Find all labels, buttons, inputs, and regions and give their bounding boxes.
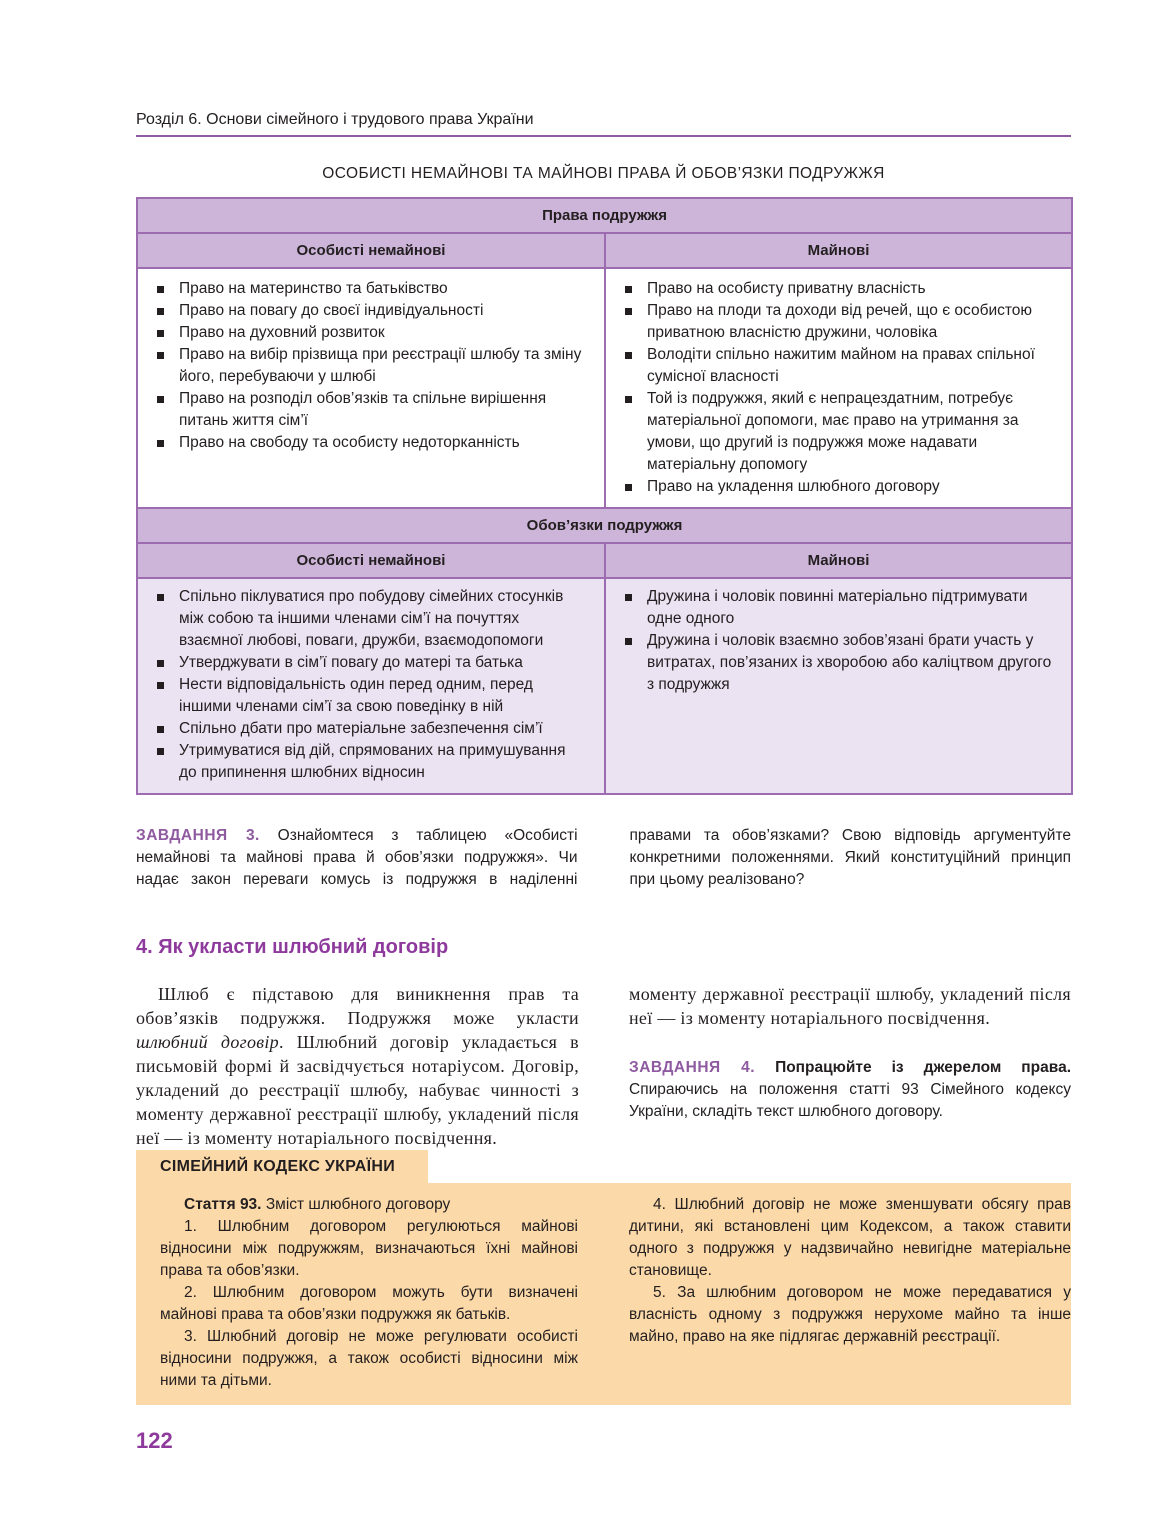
rights-header: Права подружжя: [137, 198, 1072, 233]
list-item: Нести відповідальність один перед одним, перед іншими членами сім’ї за свою поведінку в ній: [157, 674, 585, 718]
duties-col-right-header: Майнові: [605, 543, 1072, 578]
task-3: [136, 825, 1071, 891]
task-3-label: ЗАВДАННЯ 3.: [136, 827, 260, 844]
list-item: Право на свободу та особисту недоторканність: [157, 432, 585, 454]
rights-duties-table: [136, 197, 1073, 795]
list-item: Дружина і чоловік повинні матеріально підтримувати одне одного: [625, 586, 1052, 630]
list-item: Володіти спільно нажитим майном на правах спільної сумісної власності: [625, 344, 1052, 388]
page-number: 122: [136, 1428, 173, 1453]
task-4-bold-text: Попрацюйте із джерелом права.: [775, 1059, 1072, 1076]
section-body: [136, 982, 579, 1148]
section-text-end: . Шлюбний договір укладається в письмовій формі й засвідчується нотаріусом. Договір, укладений до реєстрації шлюбу, набуває чинності з моменту державної реєстрації шлюбу, укладений після неї — із моменту нотаріального посвідчення.: [136, 1032, 579, 1148]
list-item: Спільно піклуватися про побудову сімейних стосунків між собою та іншими членами сім’ї на почуттях взаємної любові, поваги, дружби, взаємодопомоги: [157, 586, 585, 652]
list-item: Дружина і чоловік взаємно зобов’язані брати участь у витратах, пов’язаних із хворобою або каліцтвом другого з подружжя: [625, 630, 1052, 696]
task-4: [629, 1057, 1071, 1123]
rights-property-cell: [605, 268, 1072, 508]
rights-col-left-header: Особисті немайнові: [137, 233, 605, 268]
list-item: Спільно дбати про матеріальне забезпечення сім’ї: [157, 718, 585, 740]
list-item: Право на особисту приватну власність: [625, 278, 1052, 300]
article-paragraph: 4. Шлюбний договір не може зменшувати обсягу прав дитини, які встановлені цим Кодексом, а також ставити одного з подружжя у надзвичайно невигідне матеріальне становище.: [629, 1196, 1071, 1279]
rights-col-right-header: Майнові: [605, 233, 1072, 268]
list-item: Право на материнство та батьківство: [157, 278, 585, 300]
list-item: Утримуватися від дій, спрямованих на примушування до припинення шлюбних відносин: [157, 740, 585, 784]
list-item: Право на повагу до своєї індивідуальності: [157, 300, 585, 322]
section-body-continuation: моменту державної реєстрації шлюбу, укладений після неї — із моменту нотаріального посвідчення.: [629, 984, 1071, 1028]
list-item: Право на розподіл обов’язків та спільне вирішення питань життя сім’ї: [157, 388, 585, 432]
task-4-label: ЗАВДАННЯ 4.: [629, 1059, 756, 1076]
section-text-start: Шлюб є підставою для виникнення прав та обов’язків подружжя. Подружжя може укласти: [136, 984, 579, 1028]
list-item: Право на духовний розвиток: [157, 322, 585, 344]
list-item: Право на укладення шлюбного договору: [625, 476, 1052, 498]
duties-property-cell: [605, 578, 1072, 794]
article-paragraph: 5. За шлюбним договором не може передаватися у власність одному з подружжя нерухоме майно та інше майно, право на яке підлягає державній реєстрації.: [629, 1284, 1071, 1345]
rights-personal-cell: [137, 268, 605, 508]
list-item: Право на вибір прізвища при реєстрації шлюбу та зміну його, перебуваючи у шлюбі: [157, 344, 585, 388]
article-paragraph: 1. Шлюбним договором регулюються майнові відносини між подружжям, визначаються їхні майнові права та обов’язки.: [160, 1218, 578, 1279]
article-heading: [160, 1194, 578, 1216]
table-title: ОСОБИСТІ НЕМАЙНОВІ ТА МАЙНОВІ ПРАВА Й ОБОВ’ЯЗКИ ПОДРУЖЖЯ: [322, 165, 885, 182]
section-heading: 4. Як укласти шлюбний договір: [136, 936, 449, 958]
running-head: Розділ 6. Основи сімейного і трудового права України: [136, 111, 1071, 137]
article-paragraph: 3. Шлюбний договір не може регулювати особисті відносини подружжя, а також особисті відносини між ними та дітьми.: [160, 1328, 578, 1389]
article-paragraph: 2. Шлюбним договором можуть бути визначені майнові права та обов’язки подружжя як батьків.: [160, 1284, 578, 1323]
duties-col-left-header: Особисті немайнові: [137, 543, 605, 578]
article-title: Зміст шлюбного договору: [265, 1196, 451, 1213]
family-code-box: [136, 1183, 1071, 1405]
list-item: Утверджувати в сім’ї повагу до матері та батька: [157, 652, 585, 674]
article-label: Стаття 93.: [184, 1196, 262, 1213]
code-right-column: [629, 1194, 1071, 1348]
section-italic-term: шлюбний договір: [136, 1032, 279, 1052]
code-tab-title: СІМЕЙНИЙ КОДЕКС УКРАЇНИ: [136, 1150, 428, 1183]
list-item: Право на плоди та доходи від речей, що є особистою приватною власністю дружини, чоловіка: [625, 300, 1052, 344]
list-item: Той із подружжя, який є непрацездатним, потребує матеріальної допомоги, має право на утримання за умови, що другий із подружжя може надавати матеріальну допомогу: [625, 388, 1052, 476]
duties-header: Обов’язки подружжя: [137, 508, 1072, 543]
task-4-text: Спираючись на положення статті 93 Сімейного кодексу України, складіть текст шлюбного договору.: [629, 1081, 1071, 1120]
task-3-text: Ознайомтеся з таблицею «Особисті немайнові та майнові права й обов’язки подружжя». Чи надає закон переваги комусь із подружжя в наділенні правами та обов’язками? Свою відповідь аргументуйте конкретними положеннями. Який конституційний принцип при цьому реалізовано?: [136, 827, 1071, 888]
duties-personal-cell: [137, 578, 605, 794]
code-left-column: [160, 1194, 578, 1392]
